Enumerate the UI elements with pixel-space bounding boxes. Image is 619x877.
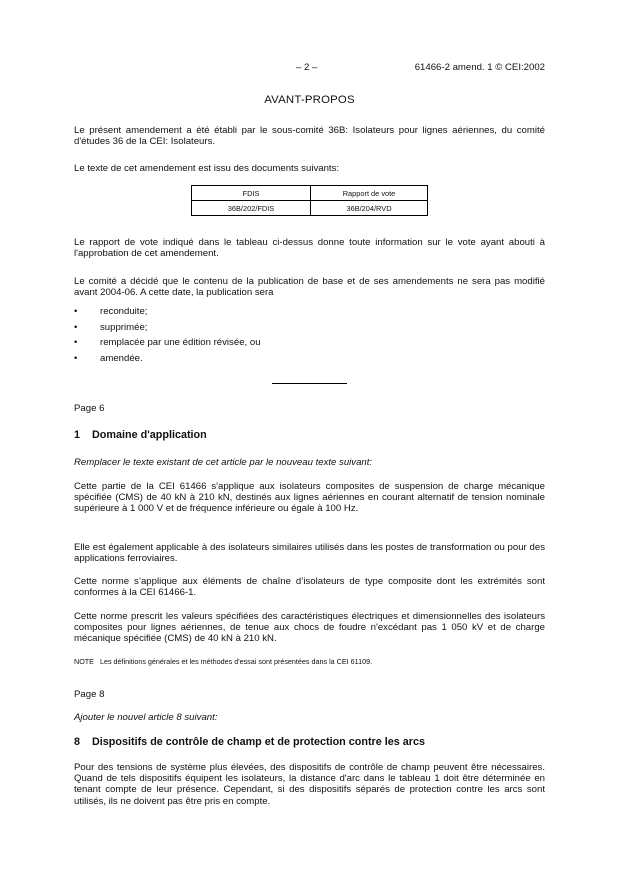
table-header-row [192, 186, 428, 201]
vote-note: Le rapport de vote indiqué dans le tableau ci-dessus donne toute information sur le vote ayant abouti à l'approbation de cet amendement. [74, 237, 545, 260]
list-item: • reconduite; [74, 306, 148, 317]
add-instruction: Ajouter le nouvel article 8 suivant: [74, 712, 218, 723]
section-divider [272, 383, 347, 384]
committee-paragraph: Le comité a décidé que le contenu de la publication de base et de ses amendements ne sera pas modifié avant 2004-06. A cette date, la publication sera [74, 276, 545, 299]
list-item: • remplacée par une édition révisée, ou [74, 337, 261, 348]
document-reference: 61466-2 amend. 1 © CEI:2002 [414, 62, 545, 73]
scope-paragraph-2: Elle est également applicable à des isolateurs similaires utilisés dans les postes de transformation ou pour des applications ferroviaires. [74, 542, 545, 565]
intro-paragraph: Le présent amendement a été établi par le sous-comité 36B: Isolateurs pour lignes aériennes, du comité d'études 36 de la CEI: Isolateurs. [74, 125, 545, 148]
page-reference-8: Page 8 [74, 689, 105, 700]
scope-paragraph-3: Cette norme s’applique aux éléments de chaîne d’isolateurs de type composite dont les extrémités sont conformes à la CEI 61466-1. [74, 576, 545, 599]
outcome-list [74, 306, 545, 368]
scope-paragraph-1: Cette partie de la CEI 61466 s'applique aux isolateurs composites de suspension de charge mécanique spécifiée (CMS) de 40 kN à 210 kN, destinés aux lignes aériennes en courant alternatif de tension nominale supérieure à 1 000 V et de fréquence inférieure ou égale à 100 Hz. [74, 481, 545, 515]
table-row [192, 201, 428, 216]
table-header-cell: Rapport de vote [311, 186, 428, 201]
page-number: – 2 – [296, 62, 318, 73]
table-cell: 36B/202/FDIS [192, 201, 311, 216]
documents-intro: Le texte de cet amendement est issu des documents suivants: [74, 163, 340, 174]
vote-table [191, 185, 428, 216]
replace-instruction: Remplacer le texte existant de cet article par le nouveau texte suivant: [74, 457, 373, 468]
table-header-cell: FDIS [192, 186, 311, 201]
note: NOTE Les définitions générales et les méthodes d'essai sont présentées dans la CEI 61109. [74, 657, 373, 666]
page-title: AVANT-PROPOS [264, 94, 355, 106]
field-control-paragraph: Pour des tensions de système plus élevées, des dispositifs de contrôle de champ peuvent être nécessaires. Quand de tels dispositifs équipent les isolateurs, la distance d'arc dans le tableau 1 doit être déterminée en tenant compte de leur présence. Cependant, si des dispositifs séparés de protection contre les arcs sont utilisés, ils ne doivent pas être pris en compte. [74, 762, 545, 807]
list-item: • supprimée; [74, 321, 148, 333]
section-heading-8: 8 Dispositifs de contrôle de champ et de protection contre les arcs [74, 736, 425, 748]
table-cell: 36B/204/RVD [311, 201, 428, 216]
list-item: • amendée. [74, 352, 143, 364]
page-reference-6: Page 6 [74, 403, 105, 414]
scope-paragraph-4: Cette norme prescrit les valeurs spécifiées des caractéristiques électriques et dimensionnelles des isolateurs composites pour lignes aériennes, de tenue aux chocs de foudre n'excédant pas 1 050 kV et de charge mécanique spécifiée (CMS) de 40 kN à 210 kN. [74, 611, 545, 645]
section-heading-1: 1 Domaine d'application [74, 429, 207, 441]
